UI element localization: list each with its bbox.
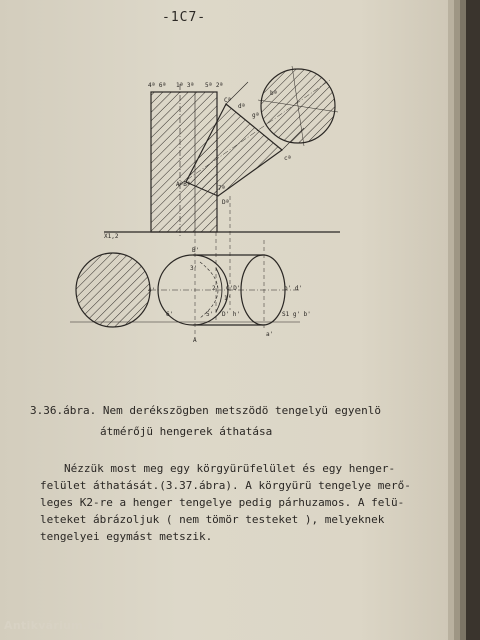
label-Dh-prime: D' h': [222, 311, 241, 318]
paragraph-line-2: felület áthatását.(3.37.ábra). A körgyürü tengelye merő-: [40, 479, 411, 492]
watermark: Antikvárium.hu: [4, 619, 104, 632]
side-view-circle: [76, 253, 150, 327]
label-A: A: [193, 337, 197, 344]
label-d: dª: [238, 103, 246, 110]
label-bd-prime: b' d': [284, 285, 303, 292]
label-B-prime: B': [192, 247, 200, 254]
label-b: bª: [270, 90, 278, 97]
label-x12: X1,2: [104, 233, 119, 240]
label-6-prime: 6': [166, 311, 174, 318]
label-C: Cª: [224, 97, 232, 104]
label-2-prime: 2': [212, 285, 220, 292]
label-7: 7ª: [218, 185, 226, 192]
label-CD-prime: C'D': [226, 285, 241, 292]
label-1-prime: 1': [224, 295, 232, 302]
paragraph-line-5: tengelyei egymást metszik.: [40, 530, 213, 543]
figure-caption-line2: átmérőjü hengerek áthatása: [100, 425, 273, 438]
page-number: -1C7-: [162, 10, 207, 25]
label-D: Dª: [222, 199, 230, 206]
label-a-prime: a': [266, 331, 274, 338]
book-spine-shadow: [466, 0, 480, 640]
label-c: cª: [284, 155, 292, 162]
paragraph-line-3: leges K2-re a henger tengelye pedig párhuzamos. A felü-: [40, 496, 405, 509]
label-4-prime: 4': [148, 287, 156, 294]
paragraph-line-4: leteket ábrázoljuk ( nem tömör testeket ), melyeknek: [40, 513, 385, 526]
label-5-2: 5ª 2ª: [205, 82, 224, 89]
label-AB: AªBª: [176, 181, 191, 188]
label-4-6: 4ª 6ª: [148, 82, 167, 89]
label-5-prime: 5': [206, 311, 214, 318]
label-g: gª: [252, 112, 260, 119]
paragraph-line-1: Nézzük most meg egy körgyürüfelület és egy henger-: [64, 462, 396, 475]
label-1-3: 1ª 3ª: [176, 82, 195, 89]
label-3-prime: 3': [190, 265, 198, 272]
figure-caption-line1: 3.36.ábra. Nem derékszögben metszödö tengelyü egyenlö: [30, 404, 381, 417]
label-S1: S1 g' b': [282, 311, 311, 318]
